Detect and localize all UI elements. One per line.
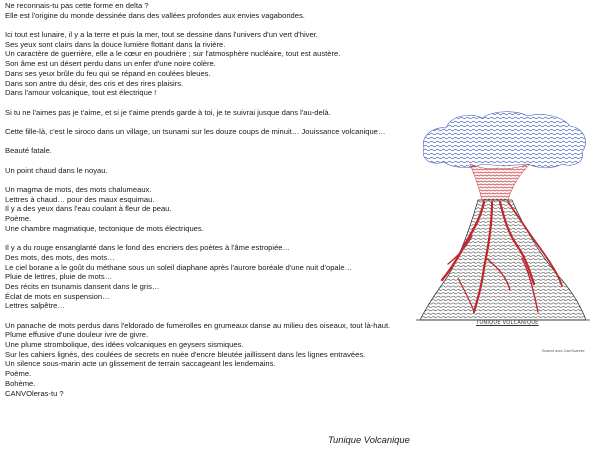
poem-line: Bohème. [5,378,36,388]
poem-line: Elle est l'origine du monde dessinée dans des vallées profondes aux envies vagabondes. [5,10,305,20]
volcano-calligram-image [412,108,592,340]
poem-line: Poème. [5,214,32,224]
scan-watermark: Scanné avec CamScanner [542,349,585,353]
stanza-gap [5,311,415,321]
poem-line: Poème. [5,369,32,379]
poem-line: Plume effusive d'une douleur ivre de givre. [5,330,149,340]
poem-line: Des récits en tsunamis dansent dans le gris… [5,281,160,291]
poem-line: Une chambre magmatique, tectonique de mots électriques. [5,223,204,233]
poem-line: Dans ses yeux brûle du feu qui se répand en coulées bleues. [5,68,211,78]
poem-line: Une plume strombolique, des idées volcaniques en geysers sismiques. [5,340,244,350]
poem-line: Le ciel borane a le goût du méthane sous un soleil diaphane après l'aurore boréale d'une nuit d'opale… [5,262,353,272]
eruption-column [470,164,530,200]
stanza-gap [5,137,415,147]
poem-line: Ici tout est lunaire, il y a la terre et puis la mer, tout se dessine dans l'univers d'un vert d'hiver. [5,30,318,40]
poem-line: Beauté fatale. [5,146,52,156]
poem-text [5,1,415,398]
stanza-gap [5,175,415,185]
poem-line: Éclat de mots en suspension… [5,291,110,301]
poem-line: Son âme est un désert perdu dans un enfer d'une noire colère. [5,59,216,69]
poem-line: Pluie de lettres, pluie de mots… [5,272,113,282]
poem-line: Un point chaud dans le noyau. [5,165,108,175]
poem-line: Lettres salpêtre… [5,301,65,311]
poem-caption: Tunique Volcanique [328,434,410,445]
poem-line: Si tu ne l'aimes pas je t'aime, et si je t'aime prends garde à toi, je te suivrai jusque dans l'au-delà. [5,107,331,117]
stanza-gap [5,117,415,127]
poem-line: Des mots, des mots, des mots… [5,252,115,262]
poem-line: Dans son antre du désir, des cris et des rires plaisirs. [5,78,184,88]
poem-line: Un silence sous-marin acte un glissement de terrain saccageant les lendemains. [5,359,276,369]
poem-line: Il y a du rouge ensanglanté dans le fond des encriers des poètes à l'âme estropiée… [5,243,291,253]
poem-line: Un panache de mots perdus dans l'eldorado de fumerolles en grumeaux danse au milieu des oiseaux, tout là-haut. [5,320,391,330]
plume-cloud [423,112,585,168]
poem-line: Sur les cahiers lignés, des coulées de secrets en nuée d'encre bleutée jaillissent dans les lignes entravées. [5,349,366,359]
poem-line: Dans l'amour volcanique, tout est électrique ! [5,88,157,98]
stanza-gap [5,156,415,166]
poem-line: Lettres à chaud… pour des maux esquimau. [5,194,155,204]
poem-line: CANVOleras-tu ? [5,388,64,398]
poem-line: Un caractère de guerrière, elle a le cœur en poudrière ; sur l'atmosphère nucléaire, tout est austère. [5,49,341,59]
poem-line: Cette fille-là, c'est le siroco dans un village, un tsunami sur les douze coups de minuit… Jouissance volcanique… [5,126,386,136]
poem-line: Un magma de mots, des mots chalumeaux. [5,185,152,195]
figure-title: TUNIQUE VOLCANIQUE [476,320,539,326]
stanza-gap [5,20,415,30]
stanza-gap [5,234,415,244]
poem-line: Ses yeux sont clairs dans la douce lumière flottant dans la rivière. [5,39,226,49]
poem-line: Ne reconnais-tu pas cette forme en delta ? [5,1,149,10]
volcano-body [420,200,586,320]
stanza-gap [5,98,415,108]
poem-line: Il y a des yeux dans l'eau coulant à fleur de peau. [5,204,172,214]
